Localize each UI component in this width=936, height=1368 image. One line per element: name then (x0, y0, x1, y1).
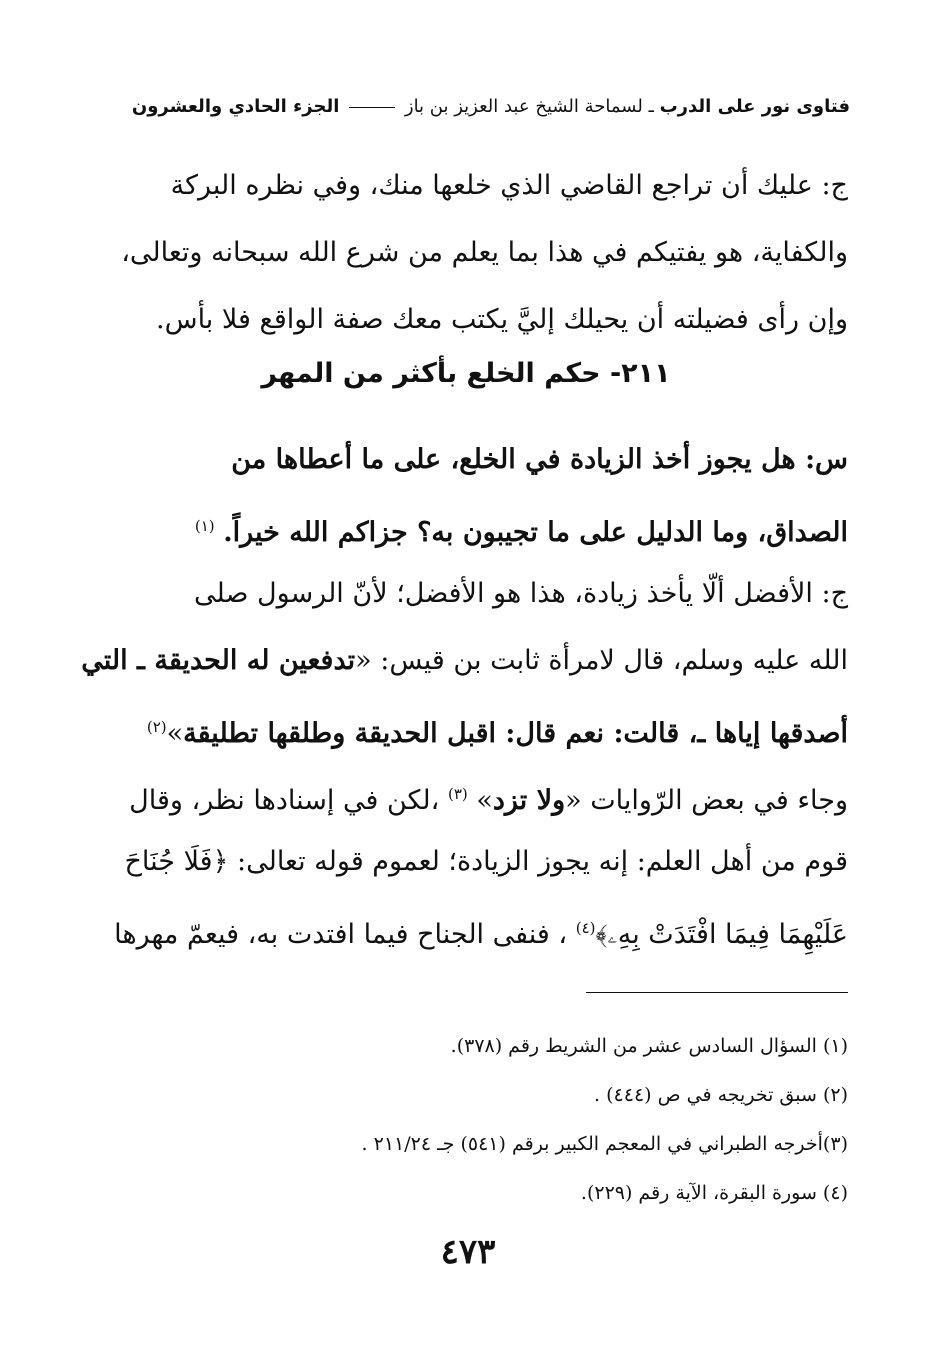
answer-line: قوم من أهل العلم: إنه يجوز الزيادة؛ لعموم قوله تعالى: ﴿فَلَا جُنَاحَ (124, 846, 848, 877)
question-line (84, 493, 848, 560)
answer-text: الله عليه وسلم، قال لامرأة ثابت بن قيس: « (355, 645, 848, 676)
author-line: ـ لسماحة الشيخ عبد العزيز بن باز (404, 96, 654, 117)
header-rule (349, 107, 395, 108)
footnote-ref[interactable]: (٢) (146, 718, 167, 736)
running-head (86, 96, 850, 128)
narration-text: ولا تزد (492, 785, 566, 816)
footnote-ref[interactable]: (٤) (575, 919, 596, 937)
quote-close: » (476, 785, 493, 816)
answer-line: وإن رأى فضيلته أن يحيلك إليَّ يكتب معك صفة الواقع فلا بأس. (156, 304, 848, 335)
answer-text: ، فنفى الجناح فيما افتدت به، فيعمّ مهرها (114, 919, 576, 950)
page-number: ٤٧٣ (440, 1232, 496, 1272)
answer-line (84, 895, 848, 962)
hadith-text: أصدقها إياها ـ، قالت: نعم قال: اقبل الحديقة وطلقها تطليقة (183, 718, 848, 749)
footnote: (١) السؤال السادس عشر من الشريط رقم (٣٧٨). (450, 1035, 848, 1057)
footnote: (٣)أخرجه الطبراني في المعجم الكبير برقم (٥٤١) جـ ٢١١/٢٤ . (361, 1133, 848, 1155)
answer-line (84, 694, 848, 761)
answer-line: والكفاية، هو يفتيكم في هذا بما يعلم من شرع الله سبحانه وتعالى، (121, 237, 848, 268)
answer-text: ،لكن في إسنادها نظر، وقال (129, 785, 448, 816)
section-heading: ٢١١- حكم الخلع بأكثر من المهر (261, 358, 671, 389)
quran-verse: عَلَيْهِمَا فِيمَا افْتَدَتْ بِهِۦ﴾ (595, 919, 848, 950)
volume-label: الجزء الحادي والعشرون (131, 96, 340, 117)
answer-line: ج: الأفضل ألّا يأخذ زيادة، هذا هو الأفضل؛ لأنّ الرسول صلى (194, 578, 848, 609)
footnote-ref[interactable]: (٣) (447, 785, 468, 803)
hadith-text: تدفعين له الحديقة ـ التي (81, 645, 356, 676)
footnote: (٢) سبق تخريجه في ص (٤٤٤) . (594, 1084, 848, 1106)
footnotes (160, 1022, 848, 1218)
footnote-ref[interactable]: (١) (194, 517, 215, 535)
answer (81, 560, 848, 962)
answer-line (84, 761, 848, 828)
previous-answer (84, 152, 848, 353)
answer-text: وجاء في بعض الرّوايات « (565, 785, 848, 816)
answer-line: ج: عليك أن تراجع القاضي الذي خلعها منك، وفي نظره البركة (170, 170, 848, 201)
answer-line (81, 627, 848, 694)
quote-close: » (166, 718, 184, 749)
question-text: الصداق، وما الدليل على ما تجيبون به؟ جزاكم الله خيراً. (223, 517, 848, 548)
book-title: فتاوى نور على الدرب (659, 96, 850, 117)
question-line: س: هل يجوز أخذ الزيادة في الخلع، على ما أعطاها من (231, 444, 848, 475)
footnote: (٤) سورة البقرة، الآية رقم (٢٢٩). (580, 1182, 848, 1204)
question (84, 426, 848, 560)
footnote-divider (586, 992, 848, 993)
